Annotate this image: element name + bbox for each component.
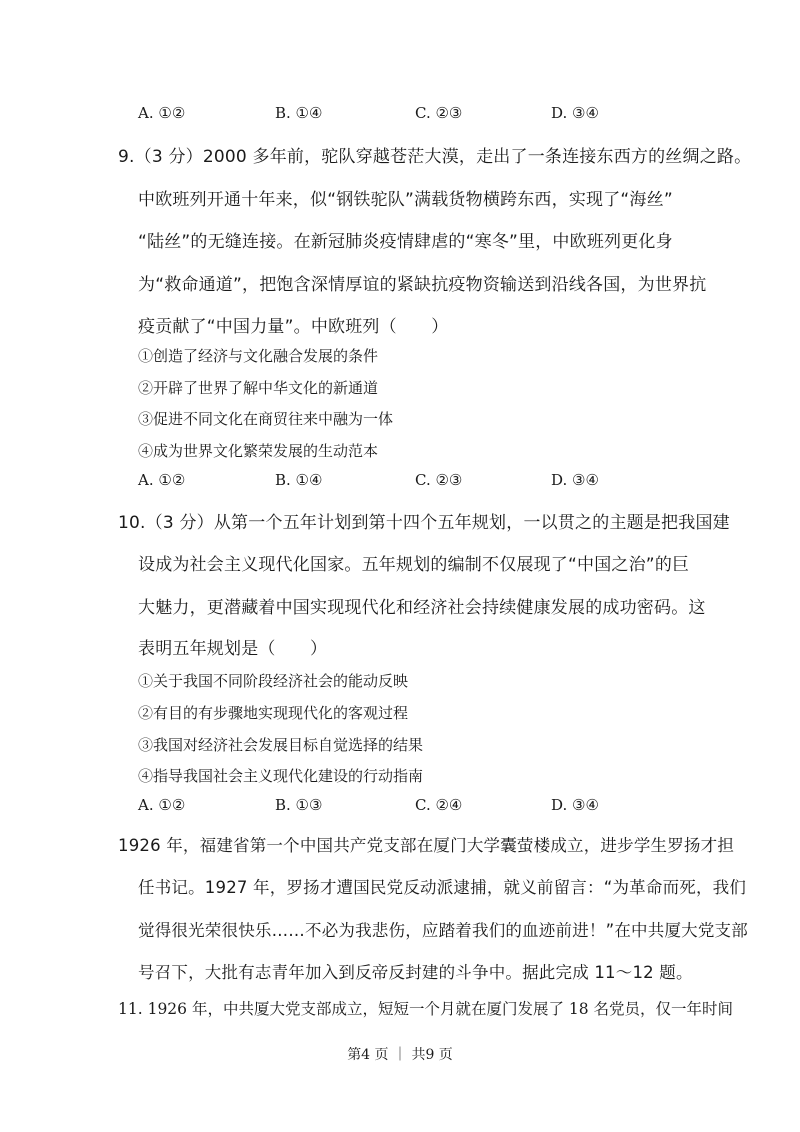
q10-stem-line: 设成为社会主义现代化国家。五年规划的编制不仅展现了“中国之治”的巨 xyxy=(138,555,690,575)
q10-option-c: C. ②④ xyxy=(415,796,463,814)
q10-item: ④指导我国社会主义现代化建设的行动指南 xyxy=(138,767,424,785)
q10-stem-line: 10.（3 分）从第一个五年计划到第十四个五年规划，一以贯之的主题是把我国建 xyxy=(118,513,730,533)
q9-item: ④成为世界文化繁荣发展的生动范本 xyxy=(138,442,379,460)
q9-option-d: D. ③④ xyxy=(551,471,599,489)
q9-item: ③促进不同文化在商贸往来中融为一体 xyxy=(138,410,394,428)
q9-option-c: C. ②③ xyxy=(415,471,463,489)
q8-option-c: C. ②③ xyxy=(415,104,463,122)
q9-stem-line: 疫贡献了“中国力量”。中欧班列（ ） xyxy=(138,317,449,337)
q8-option-b: B. ①④ xyxy=(275,104,323,122)
page-footer: 第4 页 ｜ 共9 页 xyxy=(347,1047,453,1063)
q9-stem-line: 9.（3 分）2000 多年前，驼队穿越苍茫大漠，走出了一条连接东西方的丝绸之路。 xyxy=(118,147,752,167)
q9-stem-line: 中欧班列开通十年来，似“钢铁驼队”满载货物横跨东西，实现了“海丝” xyxy=(138,190,673,210)
q9-stem-line: 为“救命通道”，把饱含深情厚谊的紧缺抗疫物资输送到沿线各国，为世界抗 xyxy=(138,275,707,295)
q10-option-d: D. ③④ xyxy=(551,796,599,814)
material-line: 任书记。1927 年，罗扬才遭国民党反动派逮捕，就义前留言：“为革命而死，我们 xyxy=(138,878,747,897)
material-line: 号召下，大批有志青年加入到反帝反封建的斗争中。据此完成 11～12 题。 xyxy=(138,963,693,982)
q9-item: ①创造了经济与文化融合发展的条件 xyxy=(138,347,379,365)
q10-item: ③我国对经济社会发展目标自觉选择的结果 xyxy=(138,736,424,754)
q8-option-d: D. ③④ xyxy=(551,104,599,122)
q10-option-a: A. ①② xyxy=(138,796,186,814)
q10-stem-line: 大魅力，更潜藏着中国实现现代化和经济社会持续健康发展的成功密码。这 xyxy=(138,598,706,618)
q8-option-a: A. ①② xyxy=(138,104,186,122)
q9-item: ②开辟了世界了解中华文化的新通道 xyxy=(138,379,379,397)
q9-option-a: A. ①② xyxy=(138,471,186,489)
q9-stem-line: “陆丝”的无缝连接。在新冠肺炎疫情肆虐的“寒冬”里，中欧班列更化身 xyxy=(138,232,673,252)
material-line: 1926 年，福建省第一个中国共产党支部在厦门大学囊萤楼成立，进步学生罗扬才担 xyxy=(118,836,735,855)
q9-option-b: B. ①④ xyxy=(275,471,323,489)
q10-stem-line: 表明五年规划是（ ） xyxy=(138,639,328,659)
q10-item: ②有目的有步骤地实现现代化的客观过程 xyxy=(138,704,409,722)
q10-option-b: B. ①③ xyxy=(275,796,323,814)
q10-item: ①关于我国不同阶段经济社会的能动反映 xyxy=(138,672,409,690)
material-line: 觉得很光荣很快乐……不必为我悲伤，应踏着我们的血迹前进！”在中共厦大党支部 xyxy=(138,921,748,940)
q11-stem-line: 11. 1926 年，中共厦大党支部成立，短短一个月就在厦门发展了 18 名党员，仅一年时间 xyxy=(118,1000,734,1018)
